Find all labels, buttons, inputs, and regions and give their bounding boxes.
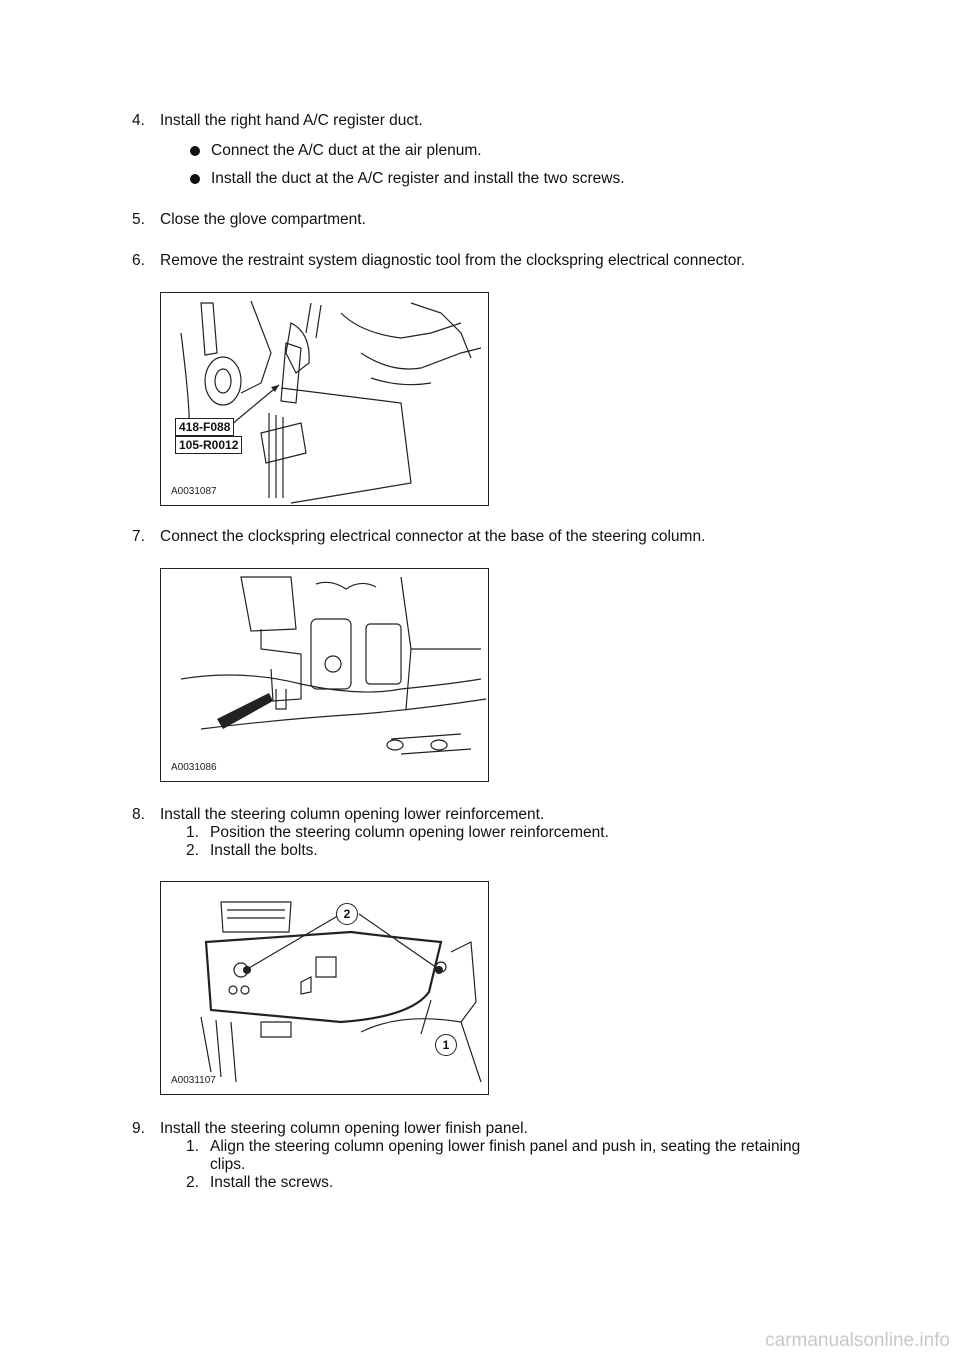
substep-number: 1. [186,1138,199,1155]
step-number: 4. [132,112,145,129]
tool-label-418-f088: 418-F088 [175,418,234,436]
substep-text: Install the screws. [210,1174,334,1191]
substep-text: clips. [210,1156,246,1173]
step-number: 6. [132,252,145,269]
bullet-text: Install the duct at the A/C register and install the two screws. [211,170,625,187]
figure-illustration [161,882,488,1094]
step-text: Install the steering column opening lower reinforcement. [160,806,545,823]
step-number: 5. [132,211,145,228]
step-number: 9. [132,1120,145,1137]
figure-code: A0031086 [171,762,217,773]
bullet-text: Connect the A/C duct at the air plenum. [211,142,482,159]
step-text: Remove the restraint system diagnostic tool from the clockspring electrical connector. [160,252,745,269]
substep-text: Position the steering column opening lower reinforcement. [210,824,609,841]
watermark-footer: carmanualsonline.info [765,1330,950,1351]
step-number: 8. [132,806,145,823]
step-number: 7. [132,528,145,545]
figure-code: A0031087 [171,486,217,497]
substep-number: 1. [186,824,199,841]
substep-text: Install the bolts. [210,842,318,859]
bullet-icon [190,146,200,156]
figure-code: A0031107 [171,1075,216,1086]
step-text: Close the glove compartment. [160,211,366,228]
callout-2: 2 [336,903,358,925]
substep-number: 2. [186,1174,199,1191]
figure-clockspring-connector [160,568,489,782]
step-text: Install the steering column opening lower finish panel. [160,1120,528,1137]
figure-lower-reinforcement [160,881,489,1095]
step-text: Install the right hand A/C register duct. [160,112,423,129]
bullet-icon [190,174,200,184]
figure-illustration [161,293,488,505]
figure-clockspring-tool [160,292,489,506]
tool-label-105-r0012: 105-R0012 [175,436,242,454]
substep-text: Align the steering column opening lower finish panel and push in, seating the retaining [210,1138,801,1155]
figure-illustration [161,569,488,781]
step-text: Connect the clockspring electrical connector at the base of the steering column. [160,528,706,545]
substep-number: 2. [186,842,199,859]
callout-1: 1 [435,1034,457,1056]
